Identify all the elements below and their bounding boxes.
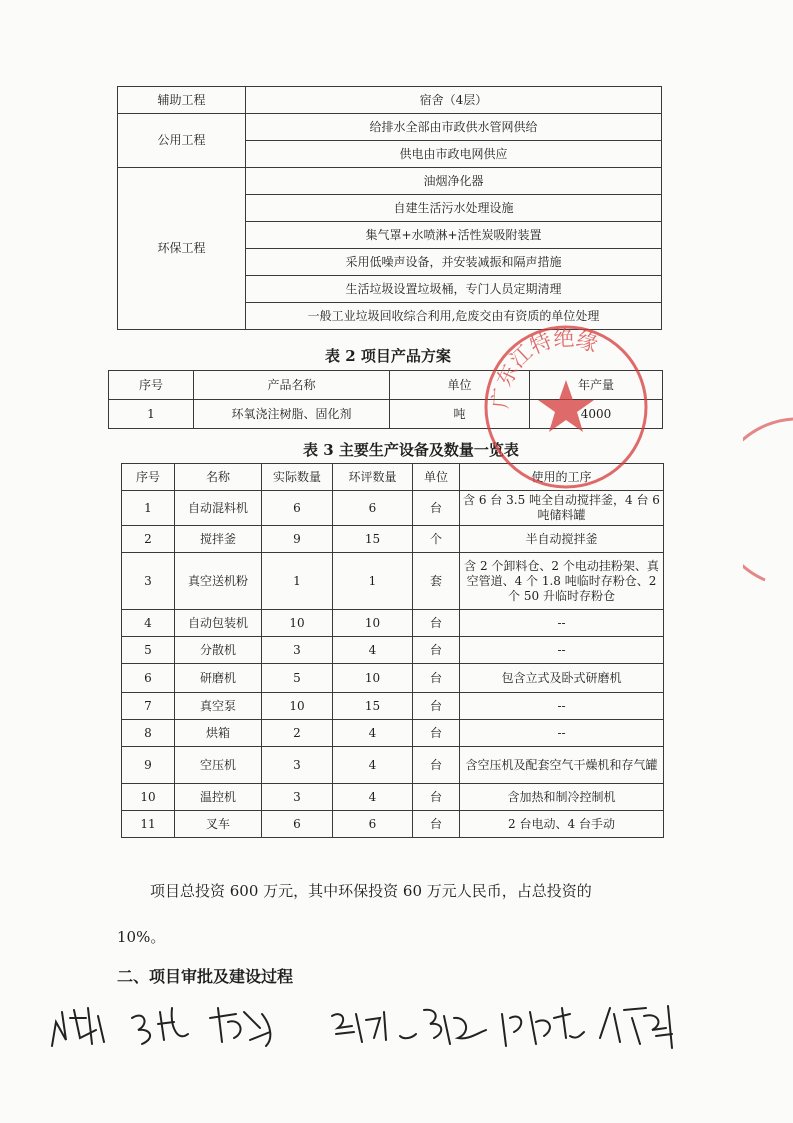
partial-seal-stamp [743,415,793,590]
table-row [118,114,662,141]
handwritten-signature-7 [600,1006,672,1048]
table-cell: 台 [413,784,460,811]
handwritten-signature-1 [52,1008,104,1046]
table-cell: 个 [413,526,460,553]
table-cell: 含 2 个卸料仓、2 个电动挂粉架、真空管道、4 个 1.8 吨临时存粉仓、2 个 50 升临时存粉仓 [460,553,664,610]
header-cell: 实际数量 [262,464,333,491]
table-cell: 10 [262,693,333,720]
table-cell: 半自动搅拌釜 [460,526,664,553]
table-cell: 6 [333,811,413,838]
table-cell: 1 [333,553,413,610]
table-cell: 台 [413,747,460,784]
item-cell: 采用低噪声设备，并安装减振和隔声措施 [246,249,662,276]
table-cell: 真空泵 [175,693,262,720]
table-cell: 5 [262,664,333,693]
table-cell: 真空送机粉 [175,553,262,610]
table-cell: 10 [122,784,175,811]
handwritten-signature-3 [210,1008,270,1046]
table-cell: 10 [262,610,333,637]
table-cell: -- [460,693,664,720]
table-cell: 台 [413,811,460,838]
item-cell: 供电由市政电网供应 [246,141,662,168]
table-cell: 环氧浇注树脂、固化剂 [194,400,390,429]
handwritten-signature-2 [132,1008,188,1044]
table-cell: 空压机 [175,747,262,784]
table3-caption: 表 3 主要生产设备及数量一览表 [303,441,519,459]
table-cell: -- [460,720,664,747]
table-row [122,747,664,784]
table-cell: 自动包装机 [175,610,262,637]
table-row [118,168,662,195]
table-cell: 温控机 [175,784,262,811]
table-cell: 台 [413,610,460,637]
handwritten-signature-6 [502,1008,584,1046]
table-cell: 3 [122,553,175,610]
table-cell: 6 [262,491,333,526]
table-cell: 11 [122,811,175,838]
table-row [122,637,664,664]
header-cell: 序号 [109,371,194,400]
table-row [122,491,664,526]
header-cell: 单位 [413,464,460,491]
handwritten-signature-5 [400,1010,486,1044]
engineering-composition-table [117,86,662,330]
table-row [122,693,664,720]
header-cell: 名称 [175,464,262,491]
table-cell: 台 [413,664,460,693]
table-cell: 10 [333,610,413,637]
table-cell: 7 [122,693,175,720]
header-cell: 使用的工序 [460,464,664,491]
table-cell: 分散机 [175,637,262,664]
table-cell: 1 [109,400,194,429]
table-cell: 4 [122,610,175,637]
investment-text-line2: 10%。 [117,928,166,946]
item-cell: 自建生活污水处理设施 [246,195,662,222]
table-cell: 4 [333,720,413,747]
table-cell: -- [460,637,664,664]
handwritten-signature-4 [332,1012,386,1042]
header-cell: 序号 [122,464,175,491]
table-row [122,553,664,610]
table-cell: 1 [262,553,333,610]
table-row [118,87,662,114]
category-cell: 环保工程 [118,168,246,330]
table-cell: 9 [122,747,175,784]
table-row [122,784,664,811]
table-cell: 8 [122,720,175,747]
table-cell: 台 [413,637,460,664]
table-cell: 台 [413,491,460,526]
table-cell: 叉车 [175,811,262,838]
table-cell: 含空压机及配套空气干燥机和存气罐 [460,747,664,784]
item-cell: 宿舍（4层） [246,87,662,114]
company-seal-stamp [481,322,651,492]
table-cell: 2 [262,720,333,747]
table-cell: 10 [333,664,413,693]
header-cell: 单位 [390,371,530,400]
svg-text:广东江特绝缘 [488,326,600,409]
table-cell: 3 [262,637,333,664]
item-cell: 油烟净化器 [246,168,662,195]
table-cell: -- [460,610,664,637]
table-cell: 4 [333,784,413,811]
table-cell: 研磨机 [175,664,262,693]
item-cell: 生活垃圾设置垃圾桶，专门人员定期清理 [246,276,662,303]
table-cell: 吨 [390,400,530,429]
table-cell: 含加热和制冷控制机 [460,784,664,811]
table-cell: 含 6 台 3.5 吨全自动搅拌釜，4 台 6 吨储料罐 [460,491,664,526]
table-cell: 2 [122,526,175,553]
table-cell: 3 [262,784,333,811]
table-cell: 15 [333,526,413,553]
table-row [122,610,664,637]
table-cell: 4 [333,747,413,784]
table-row [122,664,664,693]
table-row [122,526,664,553]
table-cell: 台 [413,720,460,747]
table-cell: 自动混料机 [175,491,262,526]
table-row [122,720,664,747]
table-cell: 6 [333,491,413,526]
header-cell: 环评数量 [333,464,413,491]
table-cell: 台 [413,693,460,720]
item-cell: 一般工业垃圾回收综合利用,危废交由有资质的单位处理 [246,303,662,330]
header-cell: 产品名称 [194,371,390,400]
investment-text-line1: 项目总投资 600 万元，其中环保投资 60 万元人民币，占总投资的 [150,882,592,900]
item-cell: 集气罩+水喷淋+活性炭吸附装置 [246,222,662,249]
category-cell: 辅助工程 [118,87,246,114]
table-cell: 6 [262,811,333,838]
table-cell: 6 [122,664,175,693]
signatures-area [40,988,680,1068]
table-cell: 2 台电动、4 台手动 [460,811,664,838]
stamp-text: 广东江特绝缘 [488,326,601,410]
table-cell: 套 [413,553,460,610]
table-cell: 9 [262,526,333,553]
section-heading: 二、项目审批及建设过程 [117,967,294,986]
table-cell: 5 [122,637,175,664]
category-cell: 公用工程 [118,114,246,168]
table-cell: 15 [333,693,413,720]
header-cell: 年产量 [530,371,663,400]
table-cell: 搅拌釜 [175,526,262,553]
item-cell: 给排水全部由市政供水管网供给 [246,114,662,141]
table-cell: 包含立式及卧式研磨机 [460,664,664,693]
table2-caption: 表 2 项目产品方案 [325,347,451,365]
table-cell: 1 [122,491,175,526]
table-cell: 3 [262,747,333,784]
table-cell: 4000 [530,400,663,429]
equipment-table [121,463,664,838]
table-cell: 4 [333,637,413,664]
table-row [122,811,664,838]
table-cell: 烘箱 [175,720,262,747]
